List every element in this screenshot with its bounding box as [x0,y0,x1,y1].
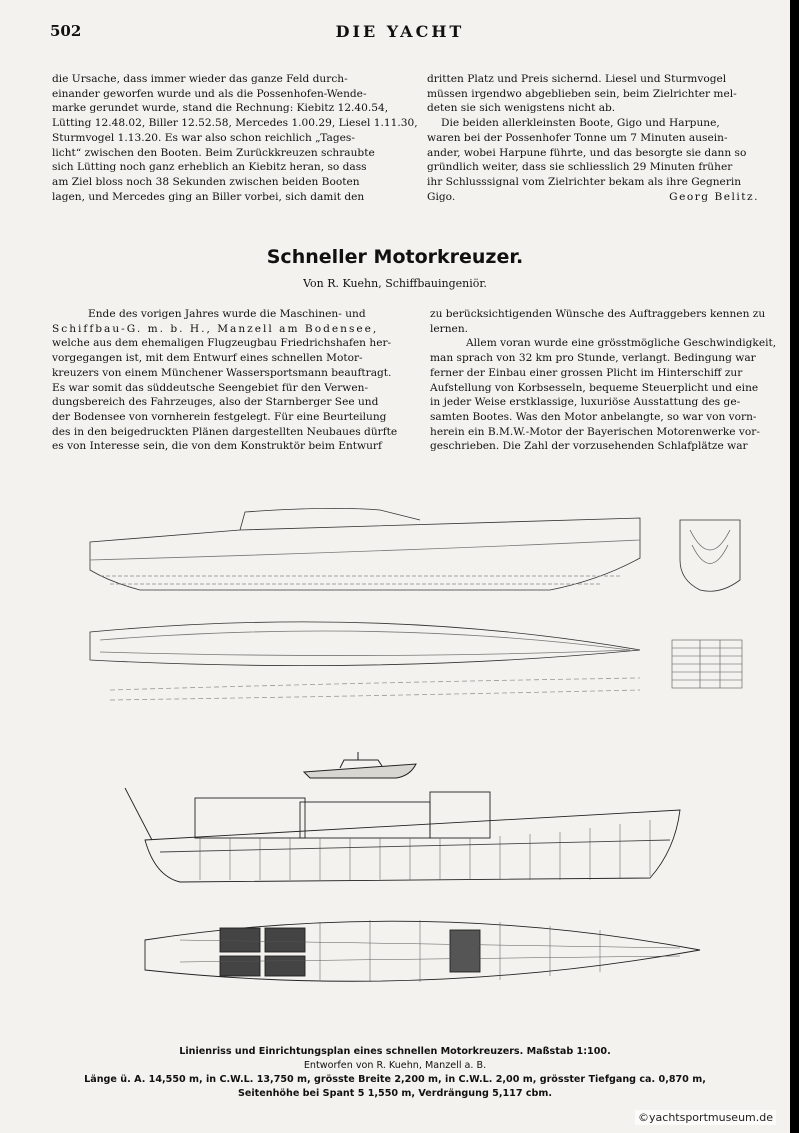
flag-staff [125,788,152,840]
text-line: gründlich weiter, dass sie schliesslich 29 Minuten früher [427,161,733,174]
text-line: waren bei der Possenhofer Tonne um 7 Minuten ausein- [427,131,728,144]
text-line: lernen. [430,322,469,335]
frame-lines [200,820,650,880]
text-line: es von Interesse sein, die von dem Konstruktör beim Entwurf [52,440,382,453]
wheelhouse [430,792,490,838]
text-line: ander, wobei Harpune führte, und das besorgte sie dann so [427,146,747,159]
caption-displacement: Seitenhöhe bei Spant 5 1,550 m, Verdrängung 5,117 cbm. [237,1088,553,1099]
article-byline: Von R. Kuehn, Schiffbauingeniör. [303,277,487,290]
text-line: Schiffbau-G. m. b. H., Manzell am Bodensee, [52,322,379,335]
half-breadth-plan [90,622,640,666]
text-line: der Bodensee von vornherein festgelegt. Für eine Beurteilung [52,410,387,423]
boat-sketch [300,750,420,782]
diagonal-line [110,678,640,690]
text-line: lagen, und Mercedes ging an Biller vorbei, sich damit den [52,190,365,203]
text-line: geschrieben. Die Zahl der vorzusehenden Schlafplätze war [430,440,748,453]
compartment [265,928,305,952]
text-line: Sturmvogel 1.13.20. Es war also schon reichlich „Tages- [52,131,355,144]
caption-dimensions: Länge ü. A. 14,550 m, in C.W.L. 13,750 m, grösste Breite 2,200 m, in C.W.L. 2,00 m, grösster Tiefgang ca. 0,870 m, [84,1074,706,1085]
article-left-column [52,307,397,454]
text-line: dungsbereich des Fahrzeuges, also der Starnberger See und [52,396,379,409]
diagonal-line [110,690,640,700]
report-right-column [427,72,767,204]
cabin-house [300,802,430,838]
text-line: welche aus dem ehemaligen Flugzeugbau Friedrichshafen her- [52,337,392,350]
text-line: kreuzers von einem Münchener Wassersportsmann beauftragt. [52,366,392,379]
cabin-top [240,508,420,530]
text-line: marke gerundet wurde, stand die Rechnung: Kiebitz 12.40.54, [52,102,389,115]
text-line: in jeder Weise erstklassige, luxuriöse Ausstattung des ge- [430,396,741,409]
compartment [265,956,305,976]
text-line: einander geworfen wurde und als die Possenhofen-Wende- [52,87,367,100]
text-line: zu berücksichtigenden Wünsche des Auftraggebers kennen zu [430,308,766,320]
compartment [220,956,260,976]
scan-edge [790,0,799,1133]
compartment [220,928,260,952]
body-plan-section [690,530,730,550]
text-line-end: Gigo. [427,190,456,203]
text-line: Es war somit das süddeutsche Seengebiet für den Verwen- [52,381,369,394]
author-signature: Georg Belitz. [669,190,759,203]
text-line: am Ziel bloss noch 38 Sekunden zwischen beiden Booten [52,175,360,188]
compartment [450,930,480,972]
text-line: man sprach von 32 km pro Stunde, verlangt. Bedingung war [430,352,756,365]
buttock-line [100,650,630,656]
arrangement-plan-drawing [120,780,720,1010]
text-line: deten sie sich wenigstens nicht ab. [427,102,616,115]
text-line: des in den beigedruckten Plänen dargestellten Neubaues dürfte [52,425,398,438]
buttock-line [100,631,630,650]
text-line: ihr Schlusssignal vom Zielrichter bekam als ihre Gegnerin [427,175,742,188]
text-line: müssen irgendwo abgeblieben sein, beim Zielrichter mel- [427,87,737,100]
deck-line [160,840,670,852]
sketch-hull [304,764,416,778]
article-right-column [430,307,777,454]
body-plan-section [692,545,728,564]
article-title: Schneller Motorkreuzer. [266,246,524,268]
journal-title: DIE YACHT [335,22,465,41]
text-line: samten Bootes. Was den Motor anbelangte, so war von vorn- [430,410,757,423]
text-line: Allem voran wurde eine grösstmögliche Geschwindigkeit, [466,337,777,350]
text-line: Ende des vorigen Jahres wurde die Maschinen- und [88,308,366,320]
hull-profile [90,518,640,590]
figure-caption [0,1045,790,1101]
watermark: ©yachtsportmuseum.de [635,1110,776,1125]
caption-title: Linienriss und Einrichtungsplan eines schnellen Motorkreuzers. Maßstab 1:100. [179,1046,611,1057]
lines-plan-drawing [80,500,760,710]
text-line: Lütting 12.48.02, Biller 12.52.58, Mercedes 1.00.29, Liesel 1.11.30, [52,117,418,130]
page-number: 502 [50,22,82,40]
text-line: Aufstellung von Korbsesseln, bequeme Steuerplicht und eine [430,381,759,394]
text-line: dritten Platz und Preis sichernd. Liesel und Sturmvogel [427,73,727,85]
text-line: die Ursache, dass immer wieder das ganze Feld durch- [52,73,348,85]
body-plan [680,520,740,591]
text-line: ferner der Einbau einer grossen Plicht im Hinterschiff zur [430,366,743,379]
text-line: vorgegangen ist, mit dem Entwurf eines schnellen Motor- [52,352,363,365]
offset-table [672,640,742,688]
page-header [50,22,750,46]
text-line [427,190,767,205]
sheer-line [90,540,640,560]
text-line: Die beiden allerkleinsten Boote, Gigo und Harpune, [441,117,720,130]
caption-designer: Entworfen von R. Kuehn, Manzell a. B. [303,1060,487,1071]
report-left-column [52,72,418,204]
text-line: herein ein B.M.W.-Motor der Bayerischen Motorenwerke vor- [430,425,760,438]
text-line: sich Lütting noch ganz erheblich an Kiebitz heran, so dass [52,161,367,174]
text-line: licht“ zwischen den Booten. Beim Zurückkreuzen schraubte [52,146,375,159]
